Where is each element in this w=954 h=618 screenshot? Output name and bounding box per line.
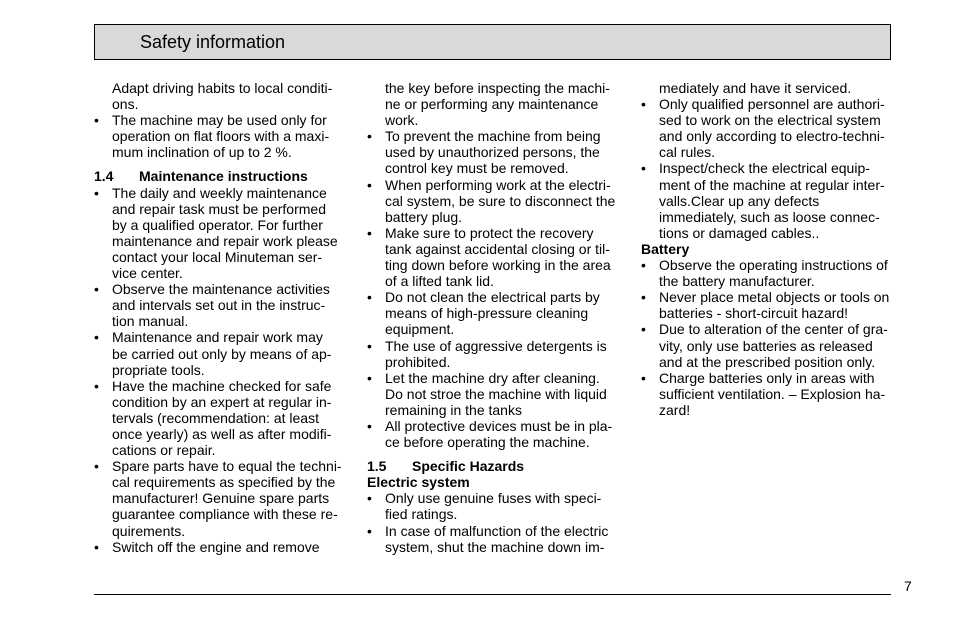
text-line: control key must be removed.: [385, 160, 569, 177]
text-line: the battery manufacturer.: [659, 273, 815, 290]
bullet-glyph: •: [367, 224, 372, 241]
text-line: once yearly) as well as after modifi-: [112, 425, 332, 442]
bullet-item: [367, 177, 621, 225]
bullet-glyph: •: [641, 160, 646, 177]
bullet-glyph: •: [367, 522, 372, 539]
text-line: means of high-pressure cleaning: [385, 305, 589, 322]
bullet-item: [367, 523, 621, 555]
text-line: be carried out only by means of ap-: [112, 345, 332, 362]
text-line: cal system, be sure to disconnect the: [385, 192, 616, 209]
text-line: mediately and have it serviced.: [659, 80, 852, 96]
text-line: battery plug.: [385, 208, 463, 225]
bullet-item: [94, 458, 348, 538]
text-line: operation on flat floors with a maxi-: [112, 128, 330, 145]
text-line: When performing work at the electri-: [385, 176, 611, 193]
bullet-item: [94, 378, 348, 458]
text-line: remaining in the tanks: [385, 401, 522, 418]
text-line: ne or performing any maintenance: [385, 96, 599, 113]
bullet-item: [641, 370, 895, 418]
text-line: tank against accidental closing or til-: [385, 240, 610, 257]
text-line: Maintenance and repair work may: [112, 329, 323, 346]
bullet-glyph: •: [367, 176, 372, 193]
section-heading-1-4: [94, 168, 348, 184]
text-line: and repair task must be performed: [112, 200, 326, 217]
text-line: Observe the operating instructions of: [659, 257, 888, 274]
text-line: Do not clean the electrical parts by: [385, 289, 600, 306]
text-line: vice center.: [112, 265, 183, 282]
text-line: ce before operating the machine.: [385, 434, 590, 451]
text-line: by a qualified operator. For further: [112, 216, 323, 233]
text-line: the key before inspecting the machi-: [385, 80, 610, 96]
text-line: Let the machine dry after cleaning.: [385, 369, 600, 386]
text-line: ment of the machine at regular inter-: [659, 176, 885, 193]
column-3: [641, 80, 895, 418]
text-line: equipment.: [385, 321, 455, 338]
text-line: ons.: [112, 96, 139, 113]
text-line: zard!: [659, 401, 691, 418]
section-title: Specific Hazards: [412, 458, 525, 475]
bullet-glyph: •: [94, 538, 99, 555]
text-line: Inspect/check the electrical equip-: [659, 160, 870, 177]
text-line: Spare parts have to equal the techni-: [112, 458, 342, 475]
text-line: condition by an expert at regular in-: [112, 393, 332, 410]
bullet-glyph: •: [641, 257, 646, 274]
text-line: quirements.: [112, 522, 186, 539]
text-line: Never place metal objects or tools on: [659, 289, 890, 306]
bullet-glyph: •: [367, 337, 372, 354]
page-title: Safety information: [140, 32, 286, 52]
text-line: used by unauthorized persons, the: [385, 144, 600, 161]
text-line: cal rules.: [659, 144, 716, 161]
bullet-item: [94, 185, 348, 282]
text-line: and intervals set out in the instruc-: [112, 297, 326, 314]
text-line: Do not stroe the machine with liquid: [385, 385, 607, 402]
text-line: vity, only use batteries as released: [659, 337, 873, 354]
bullet-item: [641, 257, 895, 289]
bullet-item: [367, 289, 621, 337]
text-line: sufficient ventilation. – Explosion ha-: [659, 385, 886, 402]
text-line: manufacturer! Genuine spare parts: [112, 490, 330, 507]
paragraph-continuation: [367, 80, 621, 128]
text-line: Adapt driving habits to local conditi-: [112, 80, 333, 96]
bullet-glyph: •: [367, 128, 372, 145]
header-bar: [94, 24, 891, 60]
text-line: maintenance and repair work please: [112, 232, 338, 249]
page-number: 7: [904, 578, 912, 594]
text-line: The daily and weekly maintenance: [112, 184, 327, 201]
bullet-glyph: •: [641, 96, 646, 113]
text-line: cations or repair.: [112, 442, 216, 459]
text-line: tion manual.: [112, 313, 189, 330]
bullet-item: [367, 370, 621, 418]
text-line: immediately, such as loose connec-: [659, 208, 880, 225]
text-line: Charge batteries only in areas with: [659, 369, 875, 386]
column-1: [94, 80, 348, 555]
text-line: contact your local Minuteman ser-: [112, 248, 323, 265]
text-line: batteries - short-circuit hazard!: [659, 305, 849, 322]
text-line: Switch off the engine and remove: [112, 538, 320, 555]
text-line: Due to alteration of the center of gra-: [659, 321, 888, 338]
text-line: Observe the maintenance activities: [112, 281, 330, 298]
text-line: of a lifted tank lid.: [385, 273, 494, 290]
text-line: The use of aggressive detergents is: [385, 337, 607, 354]
bullet-glyph: •: [94, 458, 99, 475]
text-line: and at the prescribed position only.: [659, 353, 876, 370]
text-line: system, shut the machine down im-: [385, 538, 605, 555]
text-line: ting down before working in the area: [385, 257, 611, 274]
column-2: [367, 80, 621, 555]
footer-rule: [94, 594, 891, 595]
text-line: Have the machine checked for safe: [112, 377, 332, 394]
bullet-item: [641, 96, 895, 160]
text-line: mum inclination of up to 2 %.: [112, 144, 292, 161]
bullet-glyph: •: [94, 281, 99, 298]
subheading-battery: Battery: [641, 240, 690, 257]
subheading-electric-system: Electric system: [367, 474, 470, 491]
bullet-glyph: •: [641, 289, 646, 306]
bullet-glyph: •: [94, 184, 99, 201]
text-line: All protective devices must be in pla-: [385, 417, 613, 434]
text-line: cal requirements as specified by the: [112, 474, 336, 491]
text-line: fied ratings.: [385, 506, 458, 523]
bullet-item: [367, 128, 621, 176]
paragraph-continuation: [641, 80, 895, 96]
bullet-glyph: •: [367, 490, 372, 507]
section-heading-1-5: [367, 458, 621, 474]
text-line: tions or damaged cables..: [659, 224, 820, 241]
text-line: and only according to electro-techni-: [659, 128, 885, 145]
bullet-item: [367, 225, 621, 289]
bullet-item: [94, 112, 348, 160]
section-number: 1.4: [94, 168, 114, 185]
bullet-glyph: •: [94, 112, 99, 129]
bullet-item: [641, 321, 895, 369]
text-line: Only use genuine fuses with speci-: [385, 490, 602, 507]
bullet-item: [94, 281, 348, 329]
bullet-glyph: •: [641, 321, 646, 338]
bullet-item: [94, 329, 348, 377]
bullet-item: [367, 338, 621, 370]
bullet-item: [641, 160, 895, 240]
text-line: work.: [385, 112, 419, 129]
bullet-item: [367, 418, 621, 450]
bullet-glyph: •: [367, 417, 372, 434]
text-line: prohibited.: [385, 353, 451, 370]
bullet-glyph: •: [367, 369, 372, 386]
text-line: The machine may be used only for: [112, 112, 327, 129]
bullet-glyph: •: [94, 329, 99, 346]
bullet-item: [641, 289, 895, 321]
text-line: valls.Clear up any defects: [659, 192, 820, 209]
bullet-item: [367, 490, 621, 522]
text-line: sed to work on the electrical system: [659, 112, 881, 129]
bullet-glyph: •: [94, 377, 99, 394]
text-line: Only qualified personnel are authori-: [659, 96, 885, 113]
bullet-item: [94, 539, 348, 555]
bullet-glyph: •: [641, 369, 646, 386]
bullet-glyph: •: [367, 289, 372, 306]
text-line: propriate tools.: [112, 361, 205, 378]
text-line: In case of malfunction of the electric: [385, 522, 609, 539]
text-line: Make sure to protect the recovery: [385, 224, 594, 241]
text-line: guarantee compliance with these re-: [112, 506, 338, 523]
paragraph-continuation: [94, 80, 348, 112]
text-line: To prevent the machine from being: [385, 128, 601, 145]
section-title: Maintenance instructions: [139, 168, 308, 185]
text-line: tervals (recommendation: at least: [112, 409, 319, 426]
section-number: 1.5: [367, 458, 387, 475]
